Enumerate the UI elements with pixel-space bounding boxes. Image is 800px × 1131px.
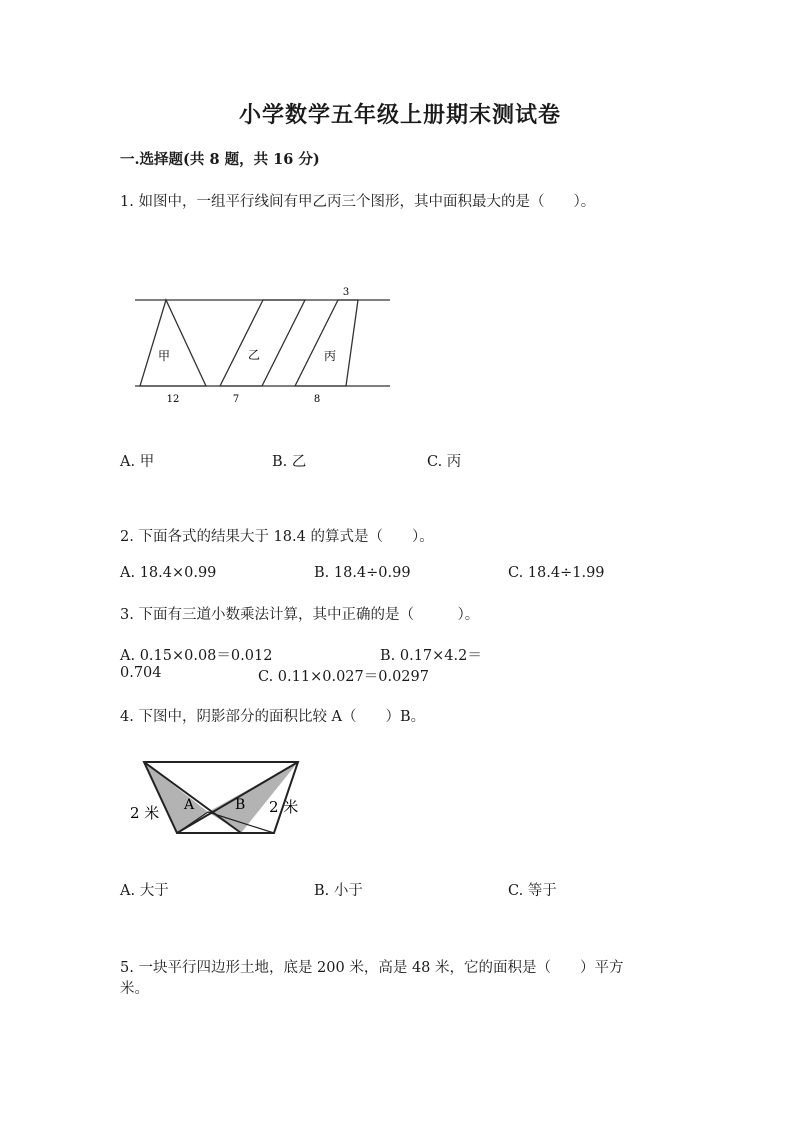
- q2-option-c[interactable]: C. 18.4÷1.99: [508, 565, 605, 581]
- section-heading: 一.选择题(共 8 题，共 16 分): [120, 151, 320, 168]
- question-1-figure: [130, 282, 395, 408]
- q4-option-b[interactable]: B. 小于: [314, 883, 363, 899]
- label-b: B: [235, 797, 246, 813]
- question-4-figure: [122, 755, 322, 837]
- question-2-text: 2. 下面各式的结果大于 18.4 的算式是（ ）。: [120, 529, 434, 545]
- right-measure: 2 米: [269, 798, 299, 816]
- question-1-text: 1. 如图中，一组平行线间有甲乙丙三个图形，其中面积最大的是（ ）。: [120, 194, 596, 210]
- label-bottom-7: 7: [232, 394, 240, 405]
- q3-option-b[interactable]: B. 0.17×4.2＝: [380, 648, 482, 664]
- label-yi: 乙: [247, 348, 261, 362]
- question-3-text: 3. 下面有三道小数乘法计算，其中正确的是（ ）。: [120, 607, 480, 623]
- q3-option-c[interactable]: C. 0.11×0.027＝0.0297: [258, 669, 429, 685]
- q4-option-a[interactable]: A. 大于: [120, 883, 169, 899]
- label-jia: 甲: [157, 349, 171, 363]
- question-4-text: 4. 下图中，阴影部分的面积比较 A（ ）B。: [120, 709, 426, 725]
- triangle-jia: [140, 300, 206, 386]
- q4-option-c[interactable]: C. 等于: [508, 883, 557, 899]
- label-bottom-8: 8: [313, 394, 321, 405]
- label-bottom-12: 12: [166, 394, 180, 405]
- trapezoid-bing: [295, 300, 358, 386]
- page-title: 小学数学五年级上册期末测试卷: [238, 102, 561, 128]
- q1-option-a[interactable]: A. 甲: [120, 454, 155, 470]
- parallelogram-yi: [220, 300, 305, 386]
- label-bing: 丙: [323, 349, 337, 363]
- label-a: A: [184, 797, 195, 813]
- left-measure: 2 米: [130, 804, 160, 822]
- q2-option-b[interactable]: B. 18.4÷0.99: [314, 565, 411, 581]
- shaded-triangle-a: [144, 762, 208, 833]
- question-5-text: 5. 一块平行四边形土地，底是 200 米，高是 48 米，它的面积是（ ）平方: [120, 960, 624, 976]
- q2-option-a[interactable]: A. 18.4×0.99: [120, 565, 217, 581]
- q1-option-b[interactable]: B. 乙: [272, 454, 307, 470]
- label-top-3: 3: [342, 287, 350, 298]
- q3-option-b-continued: 0.704: [120, 665, 162, 681]
- question-5-text-continued: 米。: [120, 981, 149, 997]
- q3-option-a[interactable]: A. 0.15×0.08＝0.012: [120, 648, 273, 664]
- q1-option-c[interactable]: C. 丙: [427, 454, 462, 470]
